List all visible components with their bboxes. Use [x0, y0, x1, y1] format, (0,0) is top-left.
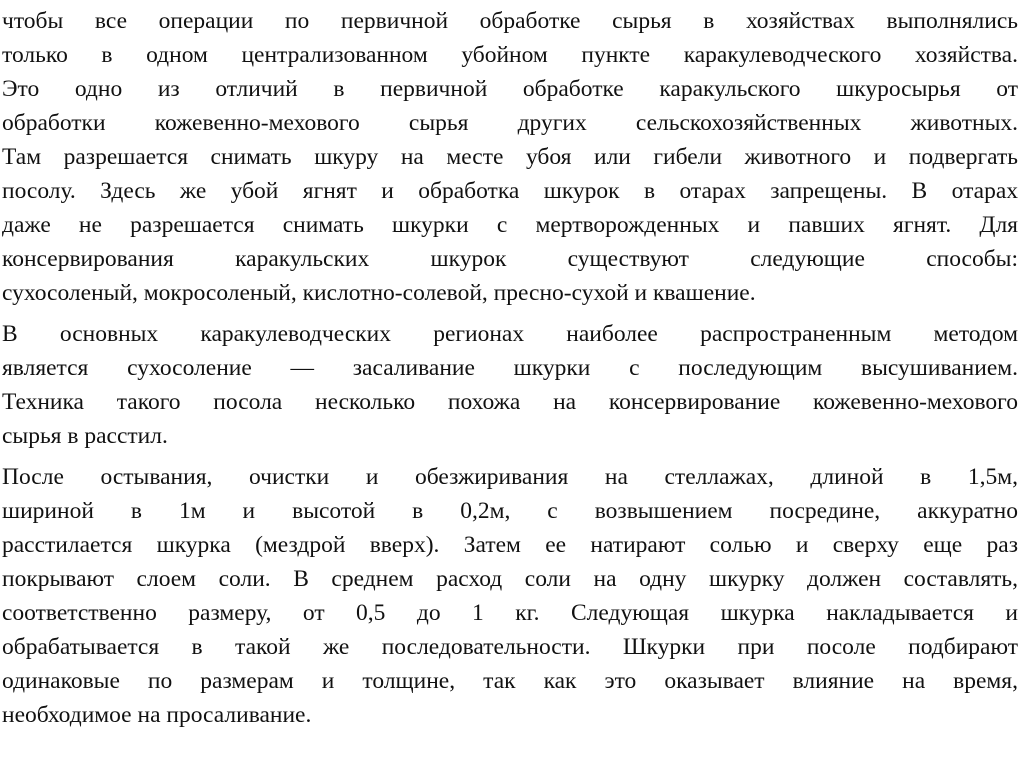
text-line: покрывают слоем соли. В среднем расход соли на одну шкурку должен составлять, [2, 566, 1018, 592]
text-line: консервирования каракульских шкурок существуют следующие способы: [2, 246, 1018, 272]
text-line: После остывания, очистки и обезжиривания на стеллажах, длиной в 1,5м, [2, 464, 1018, 490]
text-line: чтобы все операции по первичной обработке сырья в хозяйствах выполнялись [2, 8, 1018, 34]
text-line: даже не разрешается снимать шкурки с мертворожденных и павших ягнят. Для [2, 212, 1018, 238]
text-line: необходимое на просаливание. [2, 702, 312, 728]
paragraph-2 [2, 317, 1018, 453]
paragraph-1 [2, 4, 1018, 310]
text-line: обработки кожевенно-мехового сырья других сельскохозяйственных животных. [2, 110, 1018, 136]
text-line: является сухосоление — засаливание шкурки с последующим высушиванием. [2, 355, 1018, 381]
text-line: одинаковые по размерам и толщине, так как это оказывает влияние на время, [2, 668, 1018, 694]
text-line: Это одно из отличий в первичной обработке каракульского шкуросырья от [2, 76, 1018, 102]
text-line: расстилается шкурка (мездрой вверх). Затем ее натирают солью и сверху еще раз [2, 532, 1018, 558]
text-line: посолу. Здесь же убой ягнят и обработка шкурок в отарах запрещены. В отарах [2, 178, 1018, 204]
text-line: обрабатывается в такой же последовательности. Шкурки при посоле подбирают [2, 634, 1018, 660]
text-line: только в одном централизованном убойном пункте каракулеводческого хозяйства. [2, 42, 1018, 68]
text-line: соответственно размеру, от 0,5 до 1 кг. Следующая шкурка накладывается и [2, 600, 1018, 626]
paragraph-3 [2, 460, 1018, 732]
text-line: шириной в 1м и высотой в 0,2м, с возвышением посредине, аккуратно [2, 498, 1018, 524]
text-line: сырья в расстил. [2, 423, 168, 449]
text-line: сухосоленый, мокросоленый, кислотно-солевой, пресно-сухой и квашение. [2, 280, 756, 306]
text-line: В основных каракулеводческих регионах наиболее распространенным методом [2, 321, 1018, 347]
text-line: Техника такого посола несколько похожа на консервирование кожевенно-мехового [2, 389, 1018, 415]
text-line: Там разрешается снимать шкуру на месте убоя или гибели животного и подвергать [2, 144, 1018, 170]
